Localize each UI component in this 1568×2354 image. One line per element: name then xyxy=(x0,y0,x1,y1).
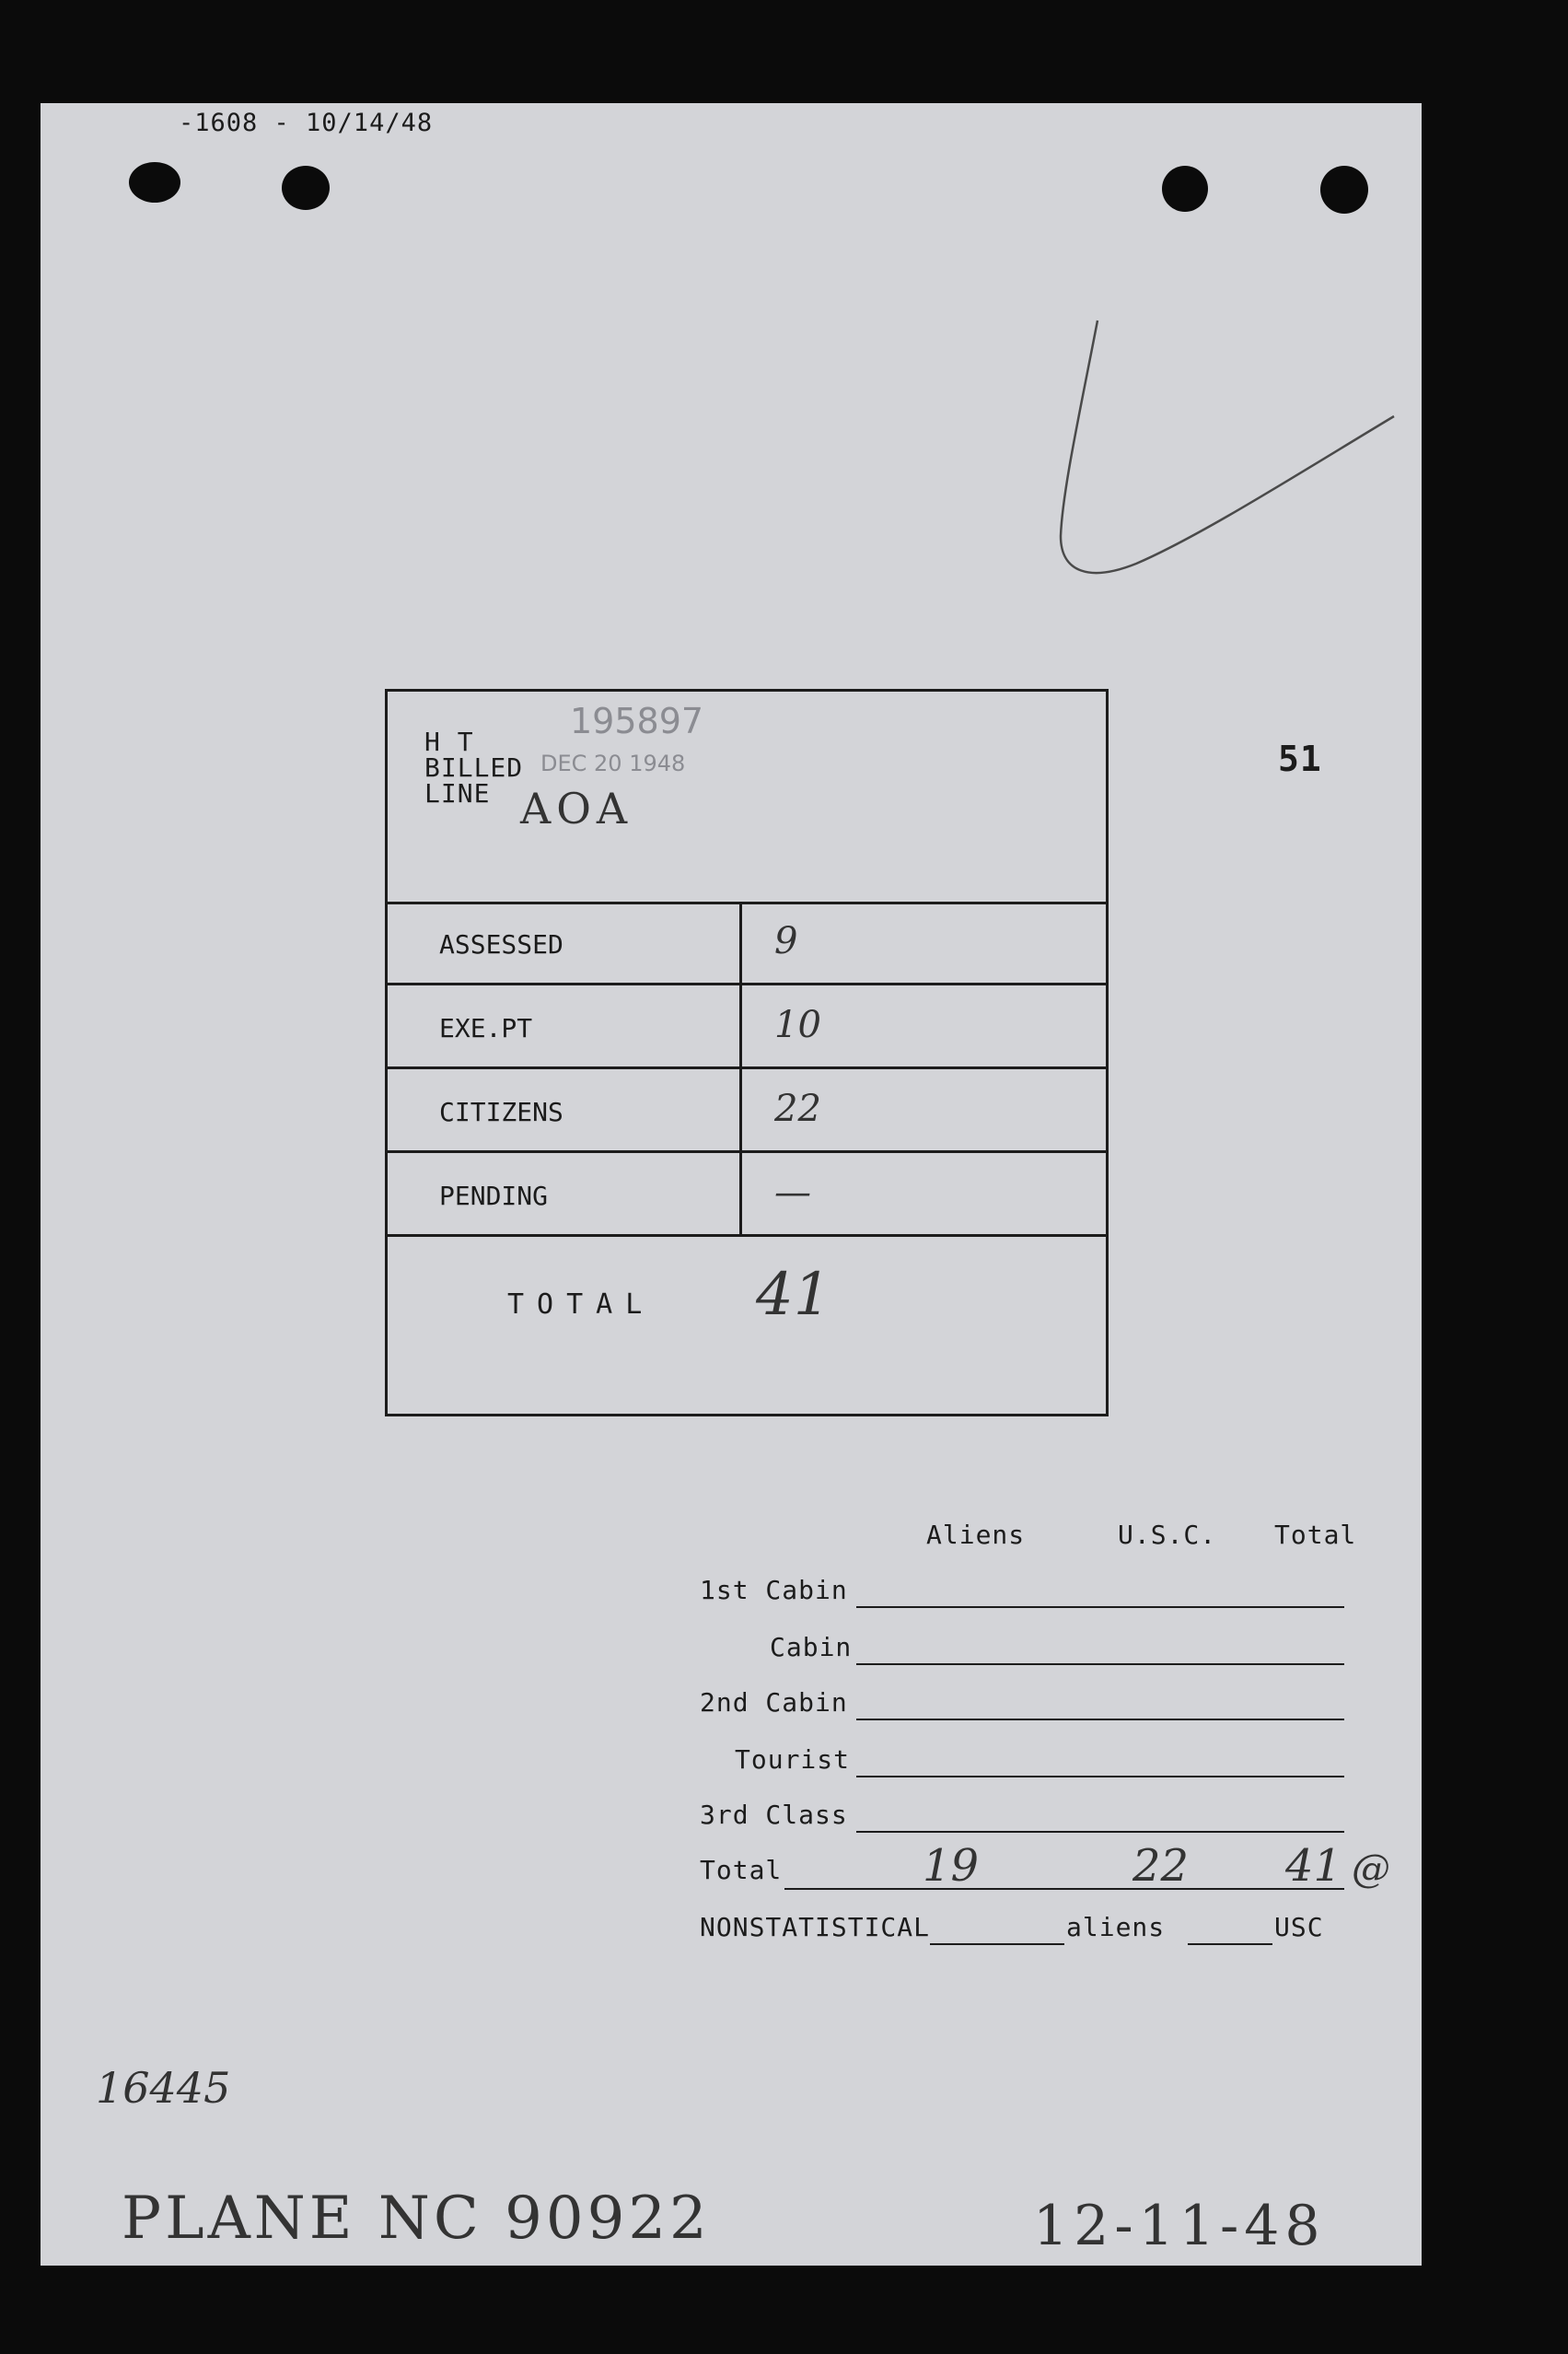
row-value: 22 xyxy=(774,1088,821,1130)
row-value: — xyxy=(774,1171,811,1214)
label-line: LINE xyxy=(424,778,491,809)
col-usc: U.S.C. xyxy=(1118,1520,1217,1550)
document-page xyxy=(41,103,1422,2266)
row-label: PENDING xyxy=(439,1181,549,1211)
row-2nd-cabin: 2nd Cabin xyxy=(700,1687,848,1718)
nonstat-aliens: aliens xyxy=(1066,1912,1166,1942)
row-exempt xyxy=(388,985,1106,1069)
corner-number: 51 xyxy=(1278,739,1322,779)
row-3rd-class: 3rd Class xyxy=(700,1800,848,1830)
row-citizens xyxy=(388,1069,1106,1153)
row-label: CITIZENS xyxy=(439,1097,563,1127)
handwritten-file-no: 16445 xyxy=(96,2063,231,2113)
underline xyxy=(856,1776,1344,1777)
row-value: 9 xyxy=(774,920,798,962)
total-all: 41 xyxy=(1285,1840,1342,1892)
handwritten-plane: PLANE NC 90922 xyxy=(122,2185,711,2253)
nonstat-label: NONSTATISTICAL xyxy=(700,1912,931,1942)
form-reference: -1608 - 10/14/48 xyxy=(179,109,434,137)
row-1st-cabin: 1st Cabin xyxy=(700,1575,848,1605)
row-total: Total xyxy=(700,1855,783,1885)
total-usc: 22 xyxy=(1132,1840,1190,1892)
row-value: 10 xyxy=(774,1004,821,1046)
handwritten-date: 12-11-48 xyxy=(1033,2194,1326,2258)
underline xyxy=(784,1888,1344,1890)
nonstat-usc: USC xyxy=(1274,1912,1324,1942)
total-aliens: 19 xyxy=(923,1840,980,1892)
row-label: EXE.PT xyxy=(439,1013,533,1043)
total-value: 41 xyxy=(756,1261,831,1329)
underline xyxy=(856,1719,1344,1720)
row-tourist: Tourist xyxy=(735,1744,851,1775)
underline xyxy=(856,1663,1344,1665)
assessment-box xyxy=(385,689,1109,1416)
label-billed: BILLED xyxy=(424,752,524,783)
underline xyxy=(1188,1943,1272,1945)
row-assessed xyxy=(388,902,1106,985)
underline xyxy=(930,1943,1064,1945)
row-cabin: Cabin xyxy=(770,1632,853,1662)
row-pending xyxy=(388,1153,1106,1237)
stamp-number: 195897 xyxy=(570,701,704,741)
label-ht: H T xyxy=(424,727,474,757)
col-total: Total xyxy=(1274,1520,1357,1550)
stamp-date: DEC 20 1948 xyxy=(540,751,686,776)
total-label: TOTAL xyxy=(507,1288,656,1321)
line-code: AOA xyxy=(520,784,633,833)
col-aliens: Aliens xyxy=(926,1520,1026,1550)
underline xyxy=(856,1831,1344,1833)
total-mark: @ xyxy=(1352,1846,1390,1891)
box-header xyxy=(388,692,1106,904)
row-label: ASSESSED xyxy=(439,929,563,960)
underline xyxy=(856,1606,1344,1608)
